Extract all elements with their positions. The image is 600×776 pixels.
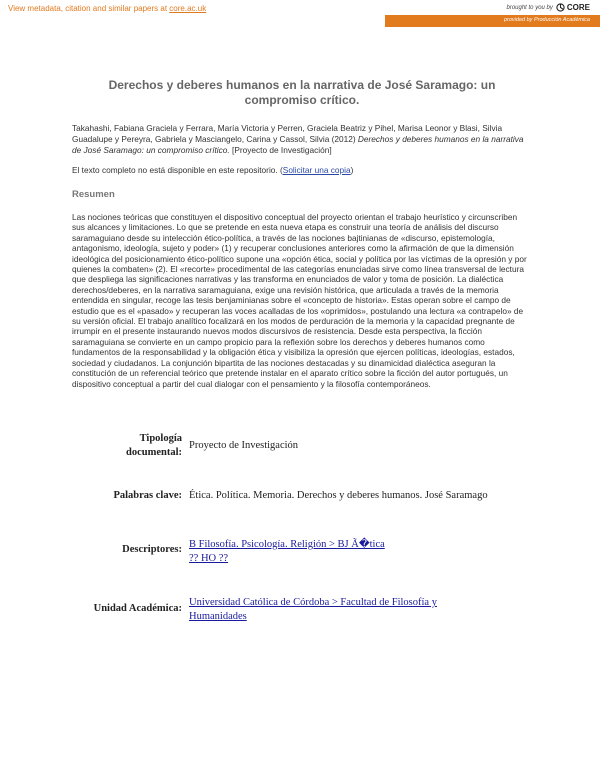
- tipologia-label-line2: documental:: [126, 447, 182, 458]
- descriptor-link-ho[interactable]: ?? HO ??: [189, 553, 229, 564]
- provided-by-text: provided by Producción Académica: [503, 17, 590, 23]
- tipologia-label-line1: Tipología: [139, 433, 182, 444]
- provided-by-strip: [385, 15, 600, 27]
- descriptor-link-ethics[interactable]: B Filosofía. Psicología. Religión > BJ Ã�tica: [189, 539, 385, 550]
- request-copy-link[interactable]: Solicitar una copia: [282, 165, 351, 175]
- fulltext-prefix: El texto completo no está disponible en este repositorio. (: [72, 165, 283, 175]
- unidad-label: Unidad Académica:: [93, 603, 182, 614]
- descriptores-value: [189, 538, 519, 566]
- citation-title: Derechos y deberes humanos en la narrativa de José Saramago: un compromiso crítico.: [72, 134, 524, 155]
- citation-type: [Proyecto de Investigación]: [229, 145, 332, 155]
- record-title: Derechos y deberes humanos en la narrativa de José Saramago: un compromiso crítico.: [108, 78, 496, 107]
- core-link-prefix: View metadata, citation and similar papers at: [8, 4, 170, 13]
- record-content: [72, 78, 532, 389]
- unidad-link-line1[interactable]: Universidad Católica de Córdoba > Facultad de Filosofía y: [189, 597, 437, 608]
- citation-authors: Takahashi, Fabiana Graciela y Ferrara, María Victoria y Perren, Graciela Beatriz y Pihel, Marisa Leonor y Blasi, Silvia Guadalupe y Pereyra, Gabriela y Masciangelo, Carina y Cassol, Silvia (2012): [72, 123, 503, 144]
- citation: [72, 123, 532, 156]
- core-logo-icon: [556, 3, 565, 12]
- core-metadata-link[interactable]: [8, 4, 206, 13]
- unidad-value: [189, 596, 519, 624]
- unidad-link-line2[interactable]: Humanidades: [189, 611, 247, 622]
- core-logo[interactable]: [556, 3, 590, 12]
- tipologia-value: Proyecto de Investigación: [189, 440, 299, 451]
- core-site-link[interactable]: core.ac.uk: [169, 4, 207, 13]
- brought-to-you-by: [507, 3, 591, 12]
- descriptores-label: Descriptores:: [122, 544, 182, 555]
- palabras-value: Ética. Política. Memoria. Derechos y deberes humanos. José Saramago: [189, 490, 488, 501]
- core-logo-text: CORE: [566, 3, 590, 12]
- fulltext-suffix: ): [350, 165, 354, 175]
- abstract-text: Las nociones teóricas que constituyen el dispositivo conceptual del proyecto orientan el trabajo heurístico y circunscriben sus alcances y limitaciones. Lo que se pretende en esta nueva etapa es construir una teoría de análisis del discurso saramaguiano desde su intelección ético-política, a través de las nociones bajtinianas de «discurso, epistemología, antagonismo, ideología, sujeto y poder» (1) y recuperar conclusiones anteriores como la afirmación de que la dimensión ideológica del posicionamiento ético-político supone una «opción ética, social y política por las víctimas de la opresión y por quienes la combaten» (2). El «recorte» procedimental de las categorías enunciadas sirve como línea transversal de lectura que despliega las significaciones narrativas y las transforma en enunciados de valor y toma de posición. La dialéctica derechos/deberes, en la narrativa saramaguiana, exige una revisión histórica, que articulada a través de la memoria entendida en singular, recoge las tesis benjaminianas sobre el «concepto de historia». Estas operan sobre el campo de estudio que es el «pasado» y recuperan las voces acalladas de los «oprimidos», postulando una lectura «a contrapelo» de su versión oficial. El trabajo analítico focalizará en los modos de perduración de la memoria y la capacidad pregnante de irrumpir en el presente instaurando nuevos modos discursivos de resistencia. Desde esta perspectiva, la ficción saramaguiana se convierte en un campo propicio para la reflexión sobre los derechos y deberes humanos como fundamentos de la responsabilidad y la obligación ética y visibiliza la opresión que ejercen políticas, ideologías, estados, sociedad y ciudadanos. La conjunción bipartita de las nociones destacadas y su dinamicidad dialéctica aseguran la constitución de un referencial teórico que pretende instalar en el aparato crítico sobre la ficción del autor portugués, un dispositivo conceptual a partir del cual dialogar con el pensamiento y la filosofía contemporáneos.: [72, 212, 527, 389]
- tipologia-label: [62, 432, 182, 460]
- resumen-heading: Resumen: [72, 189, 115, 200]
- brought-by-text: brought to you by: [506, 4, 553, 11]
- core-banner: [0, 0, 600, 30]
- palabras-label: Palabras clave:: [113, 490, 182, 501]
- fulltext-notice: [72, 165, 532, 175]
